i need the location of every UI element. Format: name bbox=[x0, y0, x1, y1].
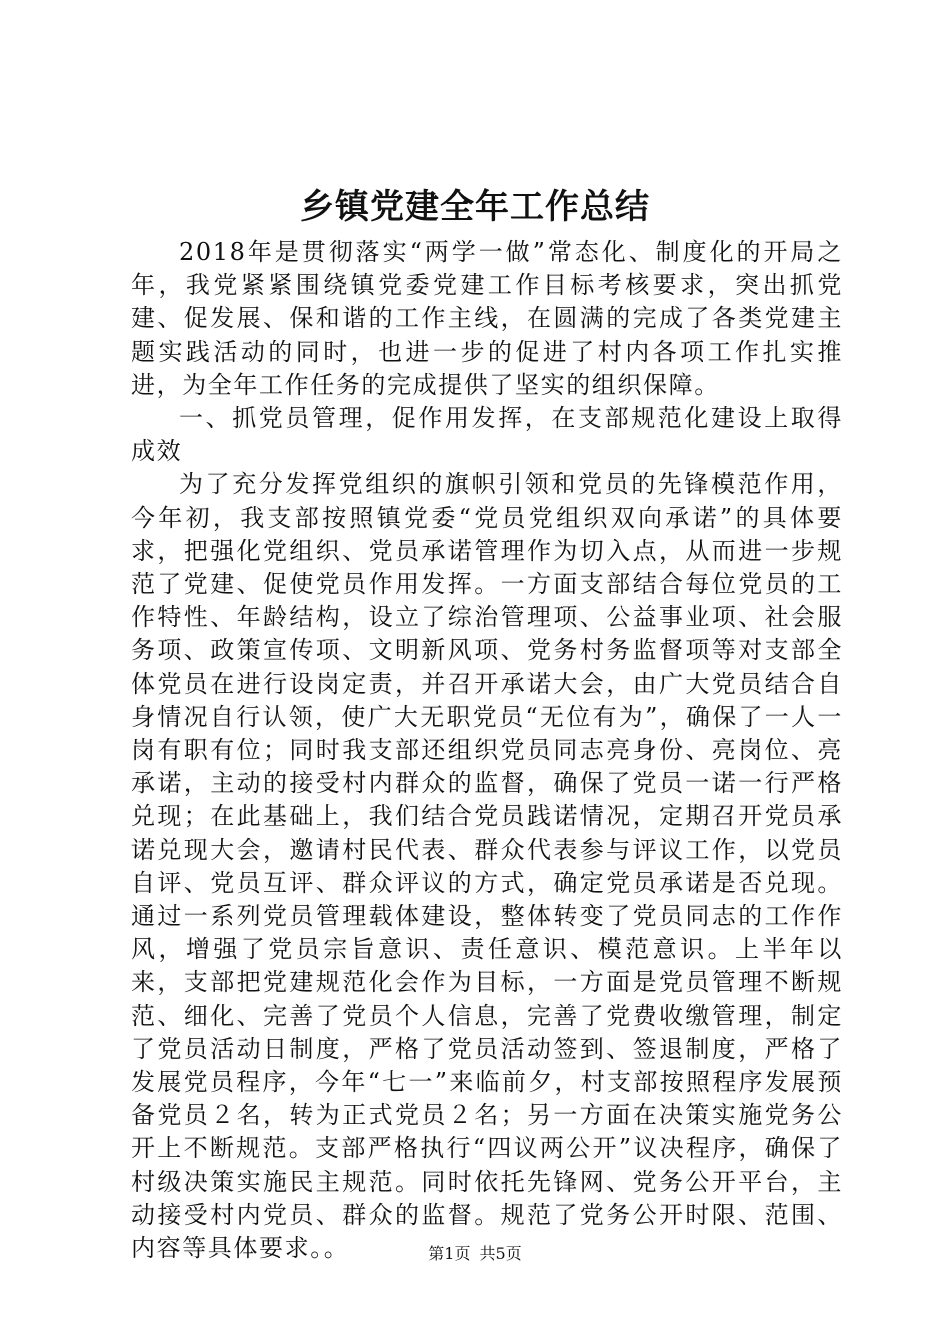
page-total: 共5页 bbox=[479, 1244, 522, 1263]
paragraph-body: 为了充分发挥党组织的旗帜引领和党员的先锋模范作用，今年初，我支部按照镇党委“党员党组织双向承诺”的具体要求，把强化党组织、党员承诺管理作为切入点，从而进一步规范了党建、促使党员作用发挥。一方面支部结合每位党员的工作特性、年龄结构，设立了综治管理项、公益事业项、社会服务项、政策宣传项、文明新风项、党务村务监督项等对支部全体党员在进行设岗定责，并召开承诺大会，由广大党员结合自身情况自行认领，使广大无职党员“无位有为”，确保了一人一岗有职有位；同时我支部还组织党员同志亮身份、亮岗位、亮承诺，主动的接受村内群众的监督，确保了党员一诺一行严格兑现；在此基础上，我们结合党员践诺情况，定期召开党员承诺兑现大会，邀请村民代表、群众代表参与评议工作，以党员自评、党员互评、群众评议的方式，确定党员承诺是否兑现。通过一系列党员管理载体建设，整体转变了党员同志的工作作风，增强了党员宗旨意识、责任意识、模范意识。上半年以来，支部把党建规范化会作为目标，一方面是党员管理不断规范、细化、完善了党员个人信息，完善了党费收缴管理，制定了党员活动日制度，严格了党员活动签到、签退制度，严格了发展党员程序，今年“七一”来临前夕，村支部按照程序发展预备党员２名，转为正式党员２名；另一方面在决策实施党务公开上不断规范。支部严格执行“四议两公开”议决程序，确保了村级决策实施民主规范。同时依托先锋网、党务公开平台，主动接受村内党员、群众的监督。规范了党务公开时限、范围、内容等具体要求。。 bbox=[131, 470, 843, 1263]
section-heading: 一、抓党员管理，促作用发挥，在支部规范化建设上取得成效 bbox=[131, 404, 843, 466]
document-title: 乡镇党建全年工作总结 bbox=[300, 187, 650, 227]
page-number: 第1页 bbox=[428, 1244, 471, 1263]
document-body bbox=[131, 236, 843, 1265]
page-footer bbox=[0, 1243, 950, 1265]
paragraph-intro: 2018年是贯彻落实“两学一做”常态化、制度化的开局之年，我党紧紧围绕镇党委党建工作目标考核要求，突出抓党建、促发展、保和谐的工作主线，在圆满的完成了各类党建主题实践活动的同时，也进一步的促进了村内各项工作扎实推进，为全年工作任务的完成提供了坚实的组织保障。 bbox=[131, 238, 843, 399]
